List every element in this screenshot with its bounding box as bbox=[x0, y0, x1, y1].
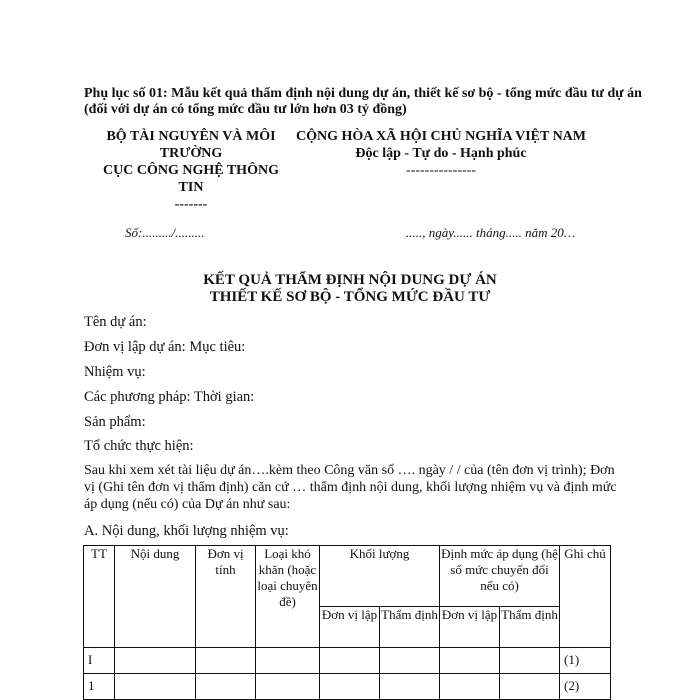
field-tasks: Nhiệm vụ: bbox=[84, 364, 146, 380]
row-note: (1) bbox=[560, 648, 611, 674]
col-header-note: Ghi chú bbox=[560, 546, 611, 648]
ministry-name: BỘ TÀI NGUYÊN VÀ MÔI TRƯỜNG bbox=[106, 129, 276, 161]
col-header-norm-prepared: Đơn vị lập bbox=[440, 607, 500, 648]
row-note: (2) bbox=[560, 674, 611, 700]
col-header-volume-appraised: Thẩm định bbox=[380, 607, 440, 648]
document-number: Số:........./......... bbox=[125, 225, 205, 240]
section-a-heading: A. Nội dung, khối lượng nhiệm vụ: bbox=[84, 523, 289, 539]
annex-title: Phụ lục số 01: Mẫu kết quả thẩm định nội dung dự án, thiết kế sơ bộ - tổng mức đầu tư dự án (đối với dự án có tổng mức đầu tư lớn hơn 03 tỷ đồng) bbox=[84, 86, 642, 117]
title-line-1: KẾT QUẢ THẨM ĐỊNH NỘI DUNG DỰ ÁN bbox=[203, 272, 497, 288]
field-methods-time: Các phương pháp: Thời gian: bbox=[84, 389, 255, 405]
agency-header bbox=[96, 128, 286, 213]
col-header-unit: Đơn vị tính bbox=[196, 546, 256, 648]
col-header-content: Nội dung bbox=[115, 546, 196, 648]
field-project-name: Tên dự án: bbox=[84, 314, 147, 330]
row-tt: 1 bbox=[84, 674, 115, 700]
nation-name: CỘNG HÒA XÃ HỘI CHỦ NGHĨA VIỆT NAM bbox=[295, 129, 586, 144]
place-date: ....., ngày...... tháng..... năm 20… bbox=[406, 225, 576, 240]
field-organization: Tổ chức thực hiện: bbox=[84, 438, 194, 454]
col-header-volume: Khối lượng bbox=[320, 546, 440, 607]
nation-rule: --------------- bbox=[406, 163, 476, 178]
table-row bbox=[84, 674, 611, 700]
national-header bbox=[276, 128, 606, 179]
field-products: Sản phẩm: bbox=[84, 414, 146, 430]
field-unit-objective: Đơn vị lập dự án: Mục tiêu: bbox=[84, 339, 246, 355]
department-name: CỤC CÔNG NGHỆ THÔNG TIN bbox=[103, 163, 279, 195]
table-row bbox=[84, 648, 611, 674]
document-title bbox=[110, 272, 590, 306]
row-tt: I bbox=[84, 648, 115, 674]
col-header-norm-appraised: Thẩm định bbox=[500, 607, 560, 648]
nation-motto: Độc lập - Tự do - Hạnh phúc bbox=[355, 146, 527, 161]
review-description: Sau khi xem xét tài liệu dự án….kèm theo Công văn số …. ngày / / của (tên đơn vị trình); Đơn vị (Ghi tên đơn vị thẩm định) căn cứ … thẩm định nội dung, khối lượng nhiệm vụ và định mức áp dụng (nếu có) của Dự án như sau: bbox=[84, 463, 617, 512]
col-header-norm: Định mức áp dụng (hệ số mức chuyển đổi nếu có) bbox=[440, 546, 560, 607]
col-header-difficulty: Loại khó khăn (hoặc loại chuyên đề) bbox=[256, 546, 320, 648]
title-line-2: THIẾT KẾ SƠ BỘ - TỔNG MỨC ĐẦU TƯ bbox=[209, 289, 491, 305]
col-header-tt: TT bbox=[84, 546, 115, 648]
agency-rule: ------- bbox=[174, 197, 208, 212]
appraisal-table bbox=[83, 545, 611, 700]
col-header-volume-prepared: Đơn vị lập bbox=[320, 607, 380, 648]
